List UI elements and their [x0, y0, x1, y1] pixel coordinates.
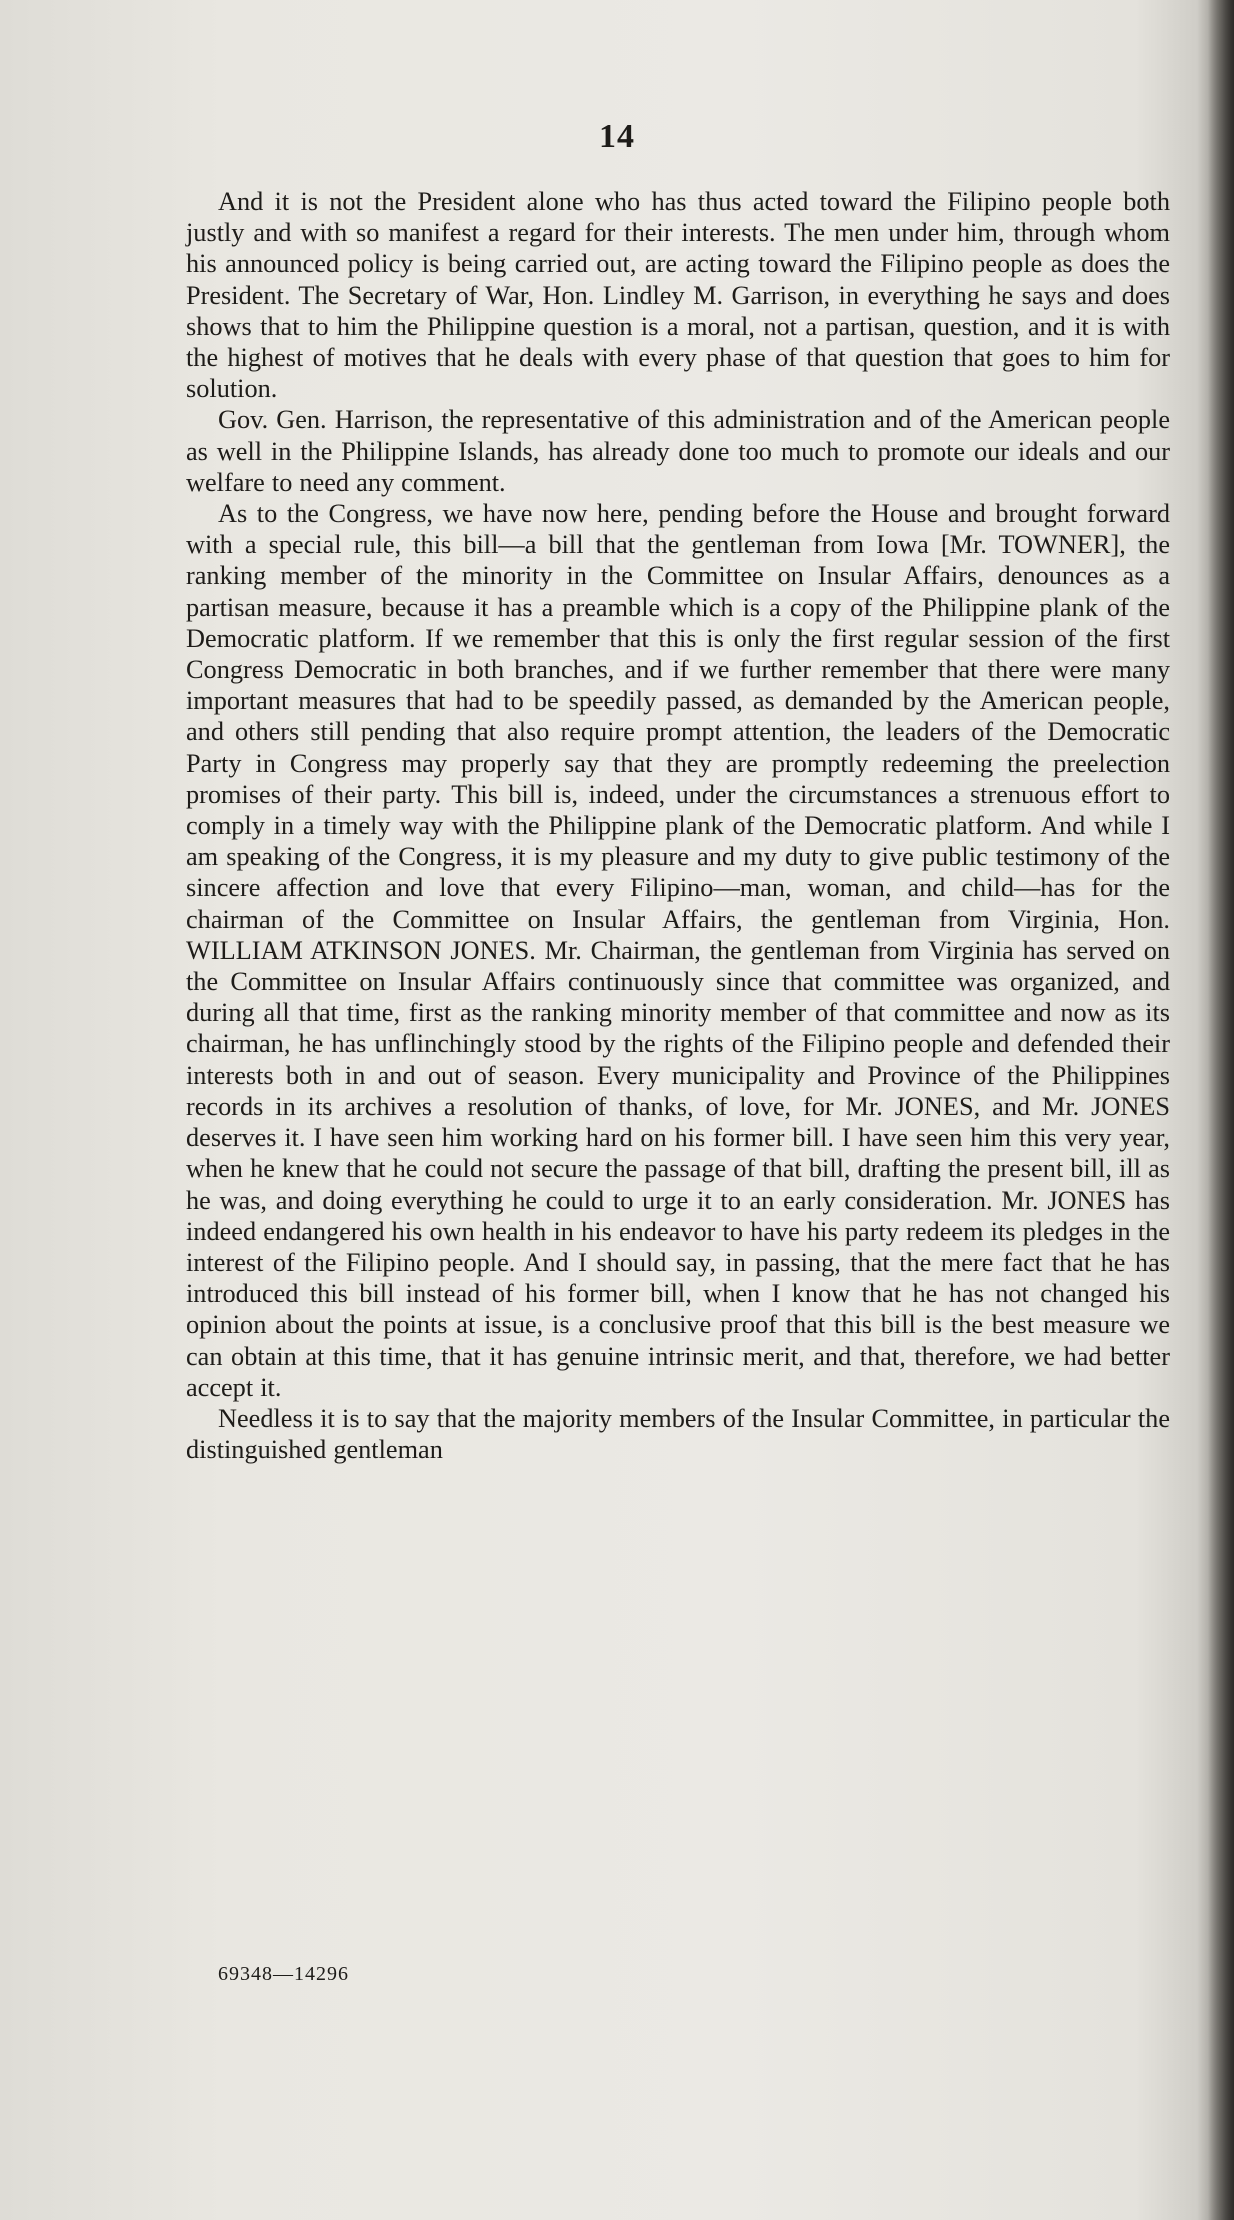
paragraph: Needless it is to say that the majority members of the Insular Committee, in particular the distinguished gentleman: [186, 1403, 1170, 1465]
page-number: 14: [599, 118, 635, 155]
paragraph: Gov. Gen. Harrison, the representative of this administration and of the American people as well in the Philippine Islands, has already done too much to promote our ideals and our welfare to need any comment.: [186, 405, 1170, 497]
print-job-number: 69348—14296: [218, 1963, 349, 1985]
paragraph: And it is not the President alone who has thus acted toward the Filipino people both justly and with so manifest a regard for their interests. The men under him, through whom his announced policy is being carried out, are acting toward the Filipino people as does the President. The Secretary of War, Hon. Lindley M. Garrison, in everything he says and does shows that to him the Philippine question is a moral, not a partisan, question, and it is with the highest of motives that he deals with every phase of that question that goes to him for solution.: [186, 187, 1170, 404]
body-text: [186, 186, 1170, 1465]
page-binding-edge: [1208, 0, 1234, 2220]
paragraph: As to the Congress, we have now here, pending before the House and brought forward with a special rule, this bill—a bill that the gentleman from Iowa [Mr. TOWNER], the ranking member of the minority in the Committee on Insular Affairs, denounces as a partisan measure, because it has a preamble which is a copy of the Philippine plank of the Democratic platform. If we remember that this is only the first regular session of the first Congress Democratic in both branches, and if we further remember that there were many important measures that had to be speedily passed, as demanded by the American people, and others still pending that also require prompt attention, the leaders of the Democratic Party in Congress may properly say that they are promptly redeeming the preelection promises of their party. This bill is, indeed, under the circumstances a strenuous effort to comply in a timely way with the Philippine plank of the Democratic platform. And while I am speaking of the Congress, it is my pleasure and my duty to give public testimony of the sincere affection and love that every Filipino—man, woman, and child—has for the chairman of the Committee on Insular Affairs, the gentleman from Virginia, Hon. WILLIAM ATKINSON JONES. Mr. Chairman, the gentleman from Virginia has served on the Committee on Insular Affairs continuously since that committee was organized, and during all that time, first as the ranking minority member of that committee and now as its chairman, he has unflinchingly stood by the rights of the Filipino people and defended their interests both in and out of season. Every municipality and Province of the Philippines records in its archives a resolution of thanks, of love, for Mr. JONES, and Mr. JONES deserves it. I have seen him working hard on his former bill. I have seen him this very year, when he knew that he could not secure the passage of that bill, drafting the present bill, ill as he was, and doing everything he could to urge it to an early consideration. Mr. JONES has indeed endangered his own health in his endeavor to have his party redeem its pledges in the interest of the Filipino people. And I should say, in passing, that the mere fact that he has introduced this bill instead of his former bill, when I know that he has not changed his opinion about the points at issue, is a conclusive proof that this bill is the best measure we can obtain at this time, that it has genuine intrinsic merit, and that, therefore, we had better accept it.: [186, 499, 1170, 1402]
